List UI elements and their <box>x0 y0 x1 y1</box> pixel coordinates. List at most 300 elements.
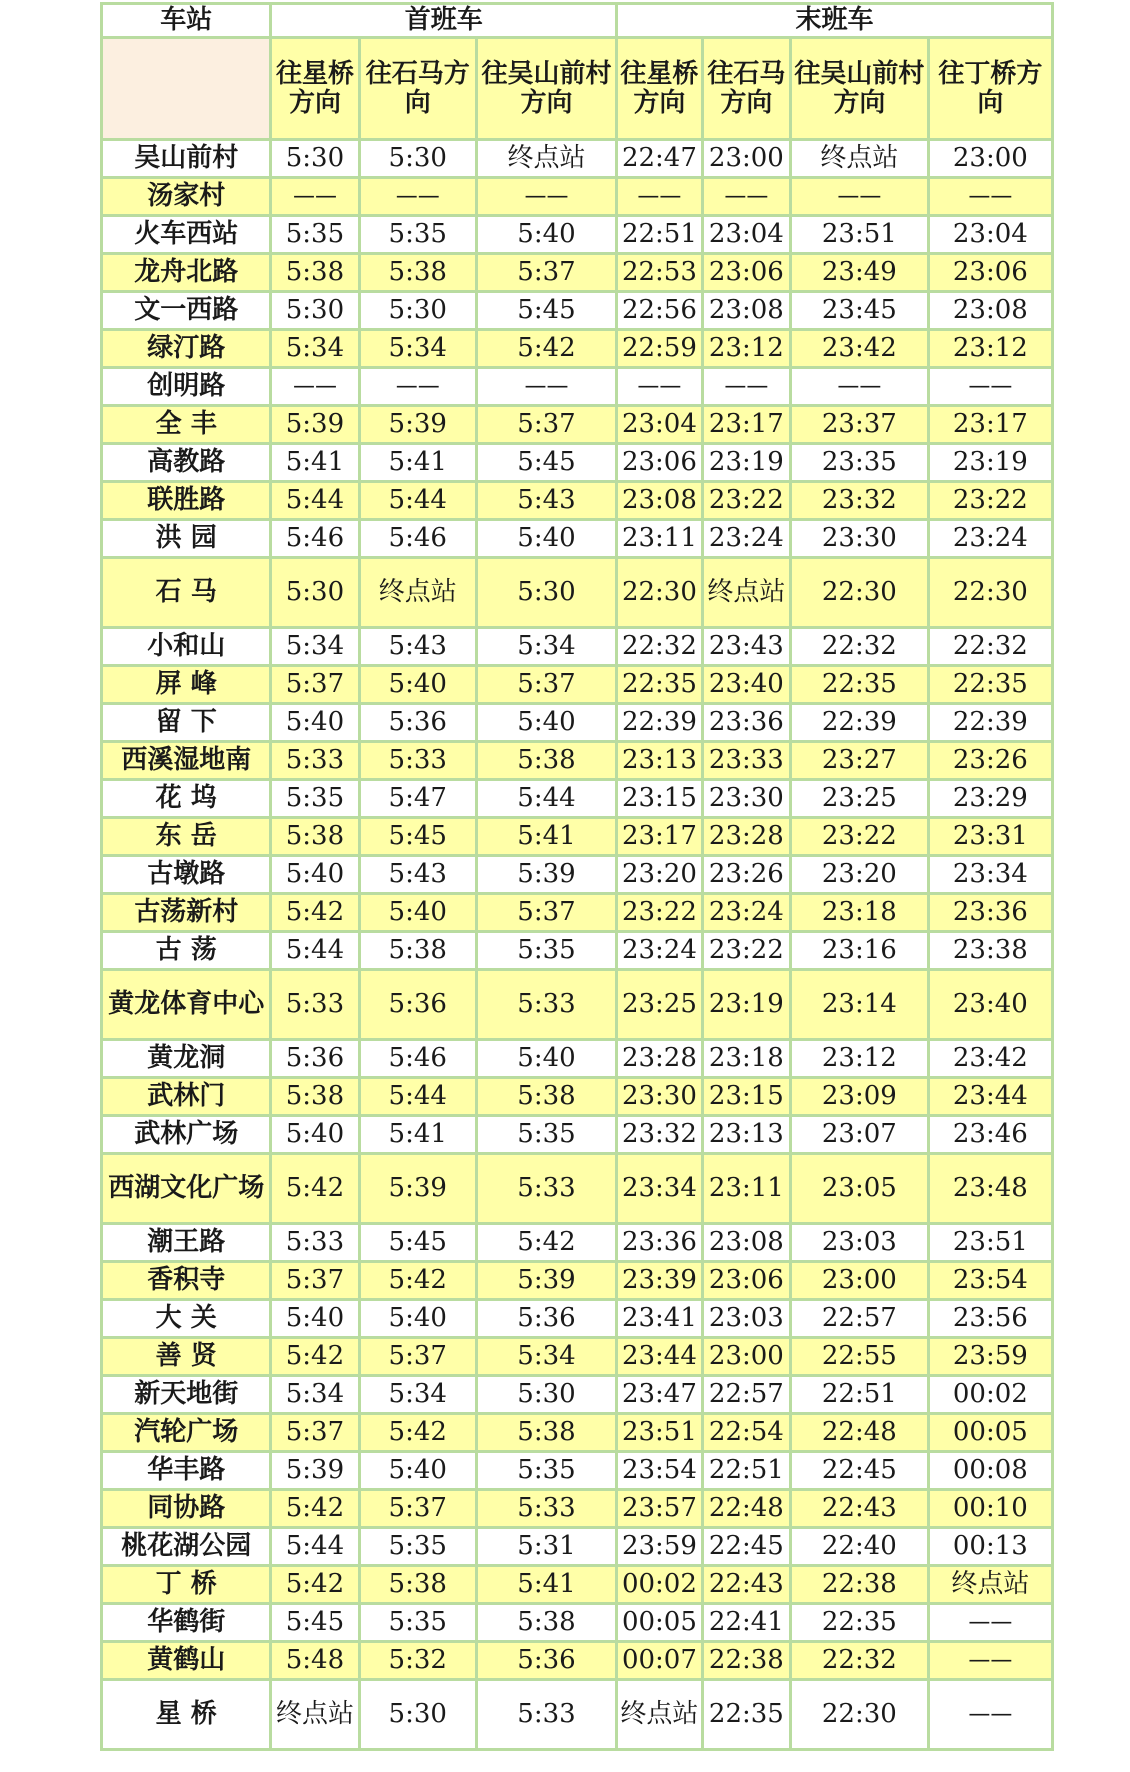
station-name: 善 贤 <box>102 1338 271 1376</box>
time-cell: 23:41 <box>617 1300 703 1338</box>
table-row <box>102 856 1053 894</box>
station-name: 黄龙洞 <box>102 1040 271 1078</box>
time-cell: 5:39 <box>271 1452 359 1490</box>
station-name: 古荡新村 <box>102 894 271 932</box>
time-cell: 23:44 <box>928 1078 1052 1116</box>
time-cell: 23:34 <box>617 1154 703 1224</box>
station-name: 武林门 <box>102 1078 271 1116</box>
time-cell: 22:45 <box>790 1452 928 1490</box>
time-cell: —— <box>476 368 616 406</box>
time-cell: 5:38 <box>476 1414 616 1452</box>
station-name: 吴山前村 <box>102 140 271 178</box>
time-cell: 22:38 <box>702 1642 790 1680</box>
time-cell: 22:35 <box>790 1604 928 1642</box>
time-cell: 5:34 <box>476 1338 616 1376</box>
table-row <box>102 292 1053 330</box>
time-cell: 5:40 <box>271 704 359 742</box>
time-cell: 5:42 <box>359 1414 476 1452</box>
time-cell: 5:44 <box>476 780 616 818</box>
time-cell: 23:43 <box>702 628 790 666</box>
time-cell: 23:59 <box>617 1528 703 1566</box>
table-row <box>102 216 1053 254</box>
time-cell: 5:40 <box>476 1040 616 1078</box>
time-cell: 23:59 <box>928 1338 1052 1376</box>
time-cell: 23:28 <box>702 818 790 856</box>
time-cell: 23:42 <box>790 330 928 368</box>
time-cell: 5:40 <box>476 520 616 558</box>
time-cell: 5:42 <box>476 1224 616 1262</box>
time-cell: 5:35 <box>271 780 359 818</box>
table-row <box>102 1680 1053 1750</box>
time-cell: 5:45 <box>476 444 616 482</box>
time-cell: 23:22 <box>928 482 1052 520</box>
time-cell: 22:35 <box>702 1680 790 1750</box>
time-cell: 5:42 <box>359 1262 476 1300</box>
table-row <box>102 1452 1053 1490</box>
time-cell: 5:36 <box>476 1300 616 1338</box>
time-cell: 22:32 <box>617 628 703 666</box>
time-cell: 23:13 <box>617 742 703 780</box>
time-cell: 23:20 <box>790 856 928 894</box>
time-cell: 5:33 <box>271 970 359 1040</box>
time-cell: 00:05 <box>617 1604 703 1642</box>
time-cell: 5:45 <box>271 1604 359 1642</box>
time-cell: —— <box>928 1642 1052 1680</box>
time-cell: 5:30 <box>271 140 359 178</box>
time-cell: 5:40 <box>359 666 476 704</box>
time-cell: 5:46 <box>359 520 476 558</box>
time-cell: 23:26 <box>928 742 1052 780</box>
table-row <box>102 254 1053 292</box>
time-cell: —— <box>271 368 359 406</box>
time-cell: 5:33 <box>476 1154 616 1224</box>
table-row <box>102 520 1053 558</box>
time-cell: 5:37 <box>271 1262 359 1300</box>
time-cell: 23:46 <box>928 1116 1052 1154</box>
time-cell: 23:06 <box>702 1262 790 1300</box>
time-cell: 5:33 <box>271 1224 359 1262</box>
time-cell: 5:35 <box>359 1528 476 1566</box>
table-row <box>102 1642 1053 1680</box>
time-cell: 22:48 <box>702 1490 790 1528</box>
time-cell: 23:30 <box>702 780 790 818</box>
time-cell: 23:06 <box>617 444 703 482</box>
time-cell: 23:36 <box>702 704 790 742</box>
time-cell: 22:39 <box>790 704 928 742</box>
time-cell: 5:40 <box>271 1300 359 1338</box>
time-cell: 5:38 <box>271 818 359 856</box>
timetable-body <box>102 140 1053 1750</box>
time-cell: 5:39 <box>359 406 476 444</box>
time-cell: —— <box>617 178 703 216</box>
time-cell: 5:35 <box>359 1604 476 1642</box>
time-cell: 终点站 <box>476 140 616 178</box>
time-cell: 22:35 <box>790 666 928 704</box>
time-cell: —— <box>359 368 476 406</box>
time-cell: 23:51 <box>928 1224 1052 1262</box>
station-name: 高教路 <box>102 444 271 482</box>
station-name: 花 坞 <box>102 780 271 818</box>
time-cell: 22:51 <box>702 1452 790 1490</box>
station-name: 潮王路 <box>102 1224 271 1262</box>
table-row <box>102 482 1053 520</box>
table-row <box>102 1262 1053 1300</box>
table-row <box>102 1376 1053 1414</box>
time-cell: 终点站 <box>790 140 928 178</box>
time-cell: 23:35 <box>790 444 928 482</box>
time-cell: 23:19 <box>928 444 1052 482</box>
time-cell: 5:37 <box>359 1338 476 1376</box>
time-cell: 23:00 <box>790 1262 928 1300</box>
station-name: 石 马 <box>102 558 271 628</box>
time-cell: 22:30 <box>928 558 1052 628</box>
time-cell: 5:42 <box>271 1154 359 1224</box>
time-cell: 5:37 <box>476 406 616 444</box>
time-cell: 5:37 <box>476 894 616 932</box>
table-row <box>102 1528 1053 1566</box>
time-cell: 5:48 <box>271 1642 359 1680</box>
time-cell: 22:55 <box>790 1338 928 1376</box>
time-cell: 23:27 <box>790 742 928 780</box>
time-cell: 22:32 <box>790 1642 928 1680</box>
station-name: 文一西路 <box>102 292 271 330</box>
header-row-top <box>102 4 1053 38</box>
first-dir-xingqiao: 往星桥方向 <box>271 38 359 140</box>
time-cell: 23:44 <box>617 1338 703 1376</box>
time-cell: 5:42 <box>476 330 616 368</box>
time-cell: 5:45 <box>359 818 476 856</box>
time-cell: 23:16 <box>790 932 928 970</box>
time-cell: 5:35 <box>476 1116 616 1154</box>
time-cell: 22:43 <box>702 1566 790 1604</box>
station-name: 古墩路 <box>102 856 271 894</box>
time-cell: 23:29 <box>928 780 1052 818</box>
time-cell: 5:30 <box>359 292 476 330</box>
time-cell: —— <box>928 1604 1052 1642</box>
table-row <box>102 1154 1053 1224</box>
station-name: 洪 园 <box>102 520 271 558</box>
time-cell: 22:41 <box>702 1604 790 1642</box>
time-cell: 00:02 <box>928 1376 1052 1414</box>
header-row-directions <box>102 38 1053 140</box>
time-cell: 23:00 <box>702 140 790 178</box>
time-cell: 5:40 <box>476 704 616 742</box>
time-cell: 23:39 <box>617 1262 703 1300</box>
time-cell: 22:47 <box>617 140 703 178</box>
time-cell: 5:35 <box>476 1452 616 1490</box>
time-cell: 5:46 <box>271 520 359 558</box>
table-row <box>102 780 1053 818</box>
station-name: 联胜路 <box>102 482 271 520</box>
time-cell: 5:39 <box>359 1154 476 1224</box>
table-row <box>102 742 1053 780</box>
time-cell: 23:14 <box>790 970 928 1040</box>
table-row <box>102 140 1053 178</box>
station-header: 车站 <box>102 4 271 38</box>
time-cell: 23:38 <box>928 932 1052 970</box>
time-cell: 5:34 <box>476 628 616 666</box>
time-cell: 5:35 <box>359 216 476 254</box>
time-cell: 终点站 <box>928 1566 1052 1604</box>
time-cell: 23:51 <box>790 216 928 254</box>
time-cell: 23:24 <box>928 520 1052 558</box>
time-cell: 23:08 <box>702 1224 790 1262</box>
time-cell: 5:36 <box>359 704 476 742</box>
time-cell: 23:56 <box>928 1300 1052 1338</box>
station-name: 丁 桥 <box>102 1566 271 1604</box>
time-cell: 23:22 <box>790 818 928 856</box>
time-cell: 5:47 <box>359 780 476 818</box>
time-cell: 23:12 <box>702 330 790 368</box>
time-cell: 5:30 <box>476 1376 616 1414</box>
time-cell: 00:13 <box>928 1528 1052 1566</box>
time-cell: 5:42 <box>271 894 359 932</box>
time-cell: 5:42 <box>271 1490 359 1528</box>
time-cell: 23:18 <box>790 894 928 932</box>
table-row <box>102 1040 1053 1078</box>
time-cell: 23:26 <box>702 856 790 894</box>
time-cell: 5:36 <box>271 1040 359 1078</box>
time-cell: 22:59 <box>617 330 703 368</box>
time-cell: 23:30 <box>617 1078 703 1116</box>
time-cell: 5:40 <box>359 894 476 932</box>
station-name: 西湖文化广场 <box>102 1154 271 1224</box>
time-cell: —— <box>476 178 616 216</box>
time-cell: 23:31 <box>928 818 1052 856</box>
table-row <box>102 704 1053 742</box>
time-cell: 5:41 <box>359 1116 476 1154</box>
time-cell: 5:34 <box>271 1376 359 1414</box>
time-cell: 00:02 <box>617 1566 703 1604</box>
time-cell: 5:44 <box>271 1528 359 1566</box>
time-cell: 23:06 <box>928 254 1052 292</box>
time-cell: 23:47 <box>617 1376 703 1414</box>
time-cell: 23:04 <box>702 216 790 254</box>
time-cell: 22:57 <box>790 1300 928 1338</box>
first-dir-shima: 往石马方向 <box>359 38 476 140</box>
time-cell: 5:33 <box>476 1490 616 1528</box>
time-cell: 5:44 <box>271 482 359 520</box>
table-row <box>102 406 1053 444</box>
time-cell: 5:39 <box>271 406 359 444</box>
table-row <box>102 628 1053 666</box>
station-name: 华丰路 <box>102 1452 271 1490</box>
station-name: 武林广场 <box>102 1116 271 1154</box>
time-cell: 22:53 <box>617 254 703 292</box>
time-cell: 23:54 <box>928 1262 1052 1300</box>
time-cell: 5:39 <box>476 856 616 894</box>
table-row <box>102 1300 1053 1338</box>
time-cell: 23:00 <box>928 140 1052 178</box>
last-dir-shima: 往石马方向 <box>702 38 790 140</box>
time-cell: 5:38 <box>271 1078 359 1116</box>
time-cell: 23:57 <box>617 1490 703 1528</box>
time-cell: 23:22 <box>702 932 790 970</box>
station-name: 同协路 <box>102 1490 271 1528</box>
time-cell: 23:24 <box>702 520 790 558</box>
time-cell: —— <box>359 178 476 216</box>
time-cell: 23:49 <box>790 254 928 292</box>
station-name: 汤家村 <box>102 178 271 216</box>
station-name: 汽轮广场 <box>102 1414 271 1452</box>
time-cell: 5:40 <box>271 856 359 894</box>
time-cell: 终点站 <box>271 1680 359 1750</box>
time-cell: 5:38 <box>359 254 476 292</box>
time-cell: 23:08 <box>617 482 703 520</box>
station-name: 大 关 <box>102 1300 271 1338</box>
station-name: 新天地街 <box>102 1376 271 1414</box>
time-cell: 23:19 <box>702 444 790 482</box>
time-cell: 00:10 <box>928 1490 1052 1528</box>
time-cell: 23:36 <box>928 894 1052 932</box>
table-row <box>102 558 1053 628</box>
table-row <box>102 894 1053 932</box>
time-cell: 23:45 <box>790 292 928 330</box>
time-cell: 22:38 <box>790 1566 928 1604</box>
time-cell: 23:09 <box>790 1078 928 1116</box>
time-cell: 5:40 <box>271 1116 359 1154</box>
time-cell: 22:43 <box>790 1490 928 1528</box>
time-cell: 22:54 <box>702 1414 790 1452</box>
time-cell: 5:38 <box>476 1078 616 1116</box>
time-cell: 00:08 <box>928 1452 1052 1490</box>
time-cell: 5:35 <box>271 216 359 254</box>
table-row <box>102 1116 1053 1154</box>
station-name: 龙舟北路 <box>102 254 271 292</box>
time-cell: 23:11 <box>702 1154 790 1224</box>
time-cell: 5:38 <box>271 254 359 292</box>
time-cell: 5:34 <box>359 1376 476 1414</box>
time-cell: 5:45 <box>476 292 616 330</box>
time-cell: 23:17 <box>617 818 703 856</box>
station-name: 华鹤街 <box>102 1604 271 1642</box>
time-cell: 5:41 <box>476 818 616 856</box>
time-cell: 22:51 <box>617 216 703 254</box>
time-cell: 22:30 <box>790 1680 928 1750</box>
time-cell: —— <box>928 1680 1052 1750</box>
time-cell: 23:36 <box>617 1224 703 1262</box>
time-cell: 23:06 <box>702 254 790 292</box>
time-cell: 22:48 <box>790 1414 928 1452</box>
time-cell: 23:32 <box>790 482 928 520</box>
time-cell: 22:30 <box>617 558 703 628</box>
time-cell: 23:33 <box>702 742 790 780</box>
time-cell: 5:42 <box>271 1338 359 1376</box>
table-row <box>102 1414 1053 1452</box>
time-cell: 23:37 <box>790 406 928 444</box>
time-cell: 22:39 <box>617 704 703 742</box>
time-cell: 5:43 <box>359 856 476 894</box>
time-cell: 23:11 <box>617 520 703 558</box>
table-row <box>102 1490 1053 1528</box>
time-cell: 5:40 <box>476 216 616 254</box>
time-cell: 23:08 <box>702 292 790 330</box>
station-name: 创明路 <box>102 368 271 406</box>
time-cell: 23:42 <box>928 1040 1052 1078</box>
time-cell: 23:17 <box>928 406 1052 444</box>
table-row <box>102 1604 1053 1642</box>
time-cell: 5:42 <box>271 1566 359 1604</box>
time-cell: 5:31 <box>476 1528 616 1566</box>
time-cell: 23:17 <box>702 406 790 444</box>
time-cell: 23:03 <box>702 1300 790 1338</box>
time-cell: 23:25 <box>790 780 928 818</box>
time-cell: 5:37 <box>271 1414 359 1452</box>
time-cell: 00:07 <box>617 1642 703 1680</box>
station-name: 桃花湖公园 <box>102 1528 271 1566</box>
table-row <box>102 1078 1053 1116</box>
station-name: 香积寺 <box>102 1262 271 1300</box>
time-cell: 5:34 <box>271 628 359 666</box>
time-cell: 5:40 <box>359 1300 476 1338</box>
station-name: 东 岳 <box>102 818 271 856</box>
time-cell: 5:40 <box>359 1452 476 1490</box>
station-name: 黄龙体育中心 <box>102 970 271 1040</box>
time-cell: 23:24 <box>617 932 703 970</box>
time-cell: 22:45 <box>702 1528 790 1566</box>
station-name: 星 桥 <box>102 1680 271 1750</box>
time-cell: 00:05 <box>928 1414 1052 1452</box>
time-cell: 终点站 <box>617 1680 703 1750</box>
time-cell: 5:37 <box>359 1490 476 1528</box>
header-corner <box>102 38 271 140</box>
time-cell: 5:30 <box>359 1680 476 1750</box>
time-cell: 5:39 <box>476 1262 616 1300</box>
time-cell: 终点站 <box>702 558 790 628</box>
time-cell: 22:32 <box>790 628 928 666</box>
station-name: 绿汀路 <box>102 330 271 368</box>
time-cell: 5:34 <box>359 330 476 368</box>
time-cell: 23:30 <box>790 520 928 558</box>
time-cell: 23:20 <box>617 856 703 894</box>
time-cell: 23:08 <box>928 292 1052 330</box>
station-name: 火车西站 <box>102 216 271 254</box>
time-cell: 5:33 <box>476 970 616 1040</box>
time-cell: 22:30 <box>790 558 928 628</box>
time-cell: 23:54 <box>617 1452 703 1490</box>
last-dir-dingqiao: 往丁桥方向 <box>928 38 1052 140</box>
time-cell: 23:07 <box>790 1116 928 1154</box>
time-cell: 5:43 <box>359 628 476 666</box>
time-cell: 5:37 <box>271 666 359 704</box>
station-name: 古 荡 <box>102 932 271 970</box>
table-row <box>102 1338 1053 1376</box>
table-row <box>102 666 1053 704</box>
time-cell: 5:30 <box>476 558 616 628</box>
station-name: 西溪湿地南 <box>102 742 271 780</box>
time-cell: 5:37 <box>476 666 616 704</box>
time-cell: 5:36 <box>359 970 476 1040</box>
time-cell: —— <box>790 178 928 216</box>
time-cell: —— <box>271 178 359 216</box>
time-cell: 23:04 <box>617 406 703 444</box>
time-cell: —— <box>702 178 790 216</box>
time-cell: 5:46 <box>359 1040 476 1078</box>
first-dir-wushanqiancun: 往吴山前村方向 <box>476 38 616 140</box>
table-row <box>102 178 1053 216</box>
time-cell: 23:13 <box>702 1116 790 1154</box>
time-cell: 22:40 <box>790 1528 928 1566</box>
time-cell: 23:24 <box>702 894 790 932</box>
time-cell: 5:36 <box>476 1642 616 1680</box>
table-row <box>102 1566 1053 1604</box>
time-cell: 23:00 <box>702 1338 790 1376</box>
last-train-header: 末班车 <box>617 4 1053 38</box>
time-cell: —— <box>617 368 703 406</box>
time-cell: 23:34 <box>928 856 1052 894</box>
time-cell: 23:15 <box>617 780 703 818</box>
time-cell: 22:39 <box>928 704 1052 742</box>
